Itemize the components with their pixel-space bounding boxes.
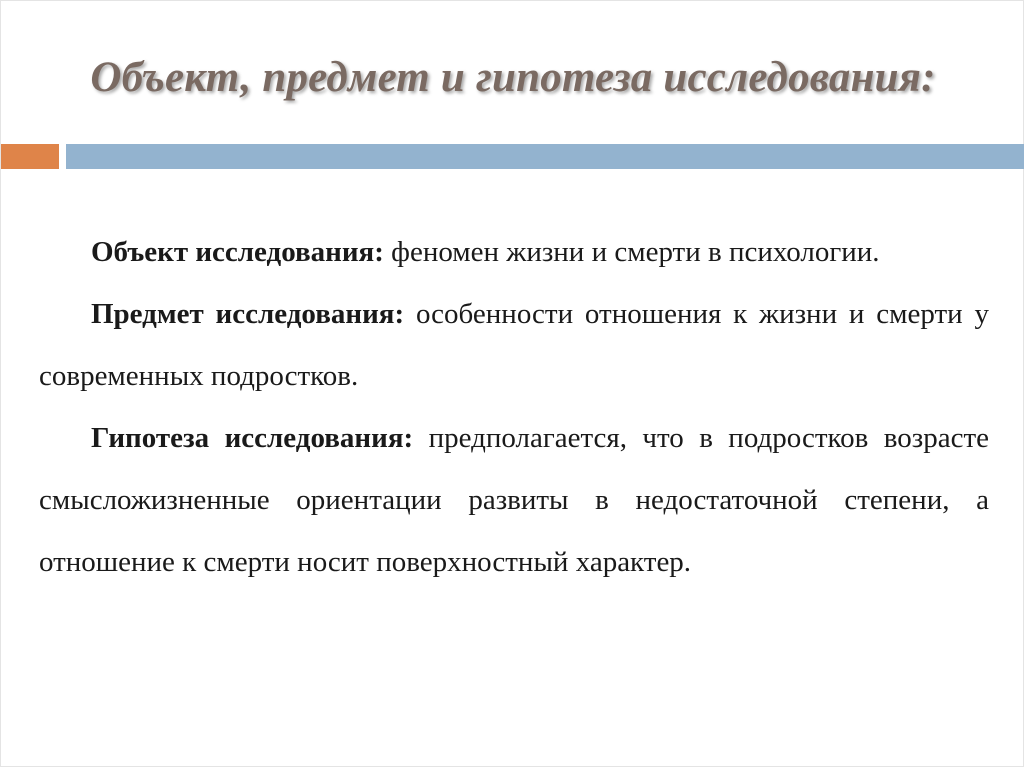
hypothesis-text: предполагается, что в подростков возрасте смысложизненные ориентации развиты в недостаточной степени, а отношение к смерти носит поверхностный характер.	[39, 422, 989, 578]
hypothesis-paragraph	[39, 407, 989, 593]
slide-body	[39, 221, 989, 593]
slide-title: Объект, предмет и гипотеза исследования:	[90, 54, 936, 101]
subject-text: особенности отношения к жизни и смерти у современных подростков.	[39, 298, 989, 392]
subject-paragraph	[39, 283, 989, 407]
object-text: феномен жизни и смерти в психологии.	[383, 236, 880, 268]
object-term: Объект исследования:	[91, 236, 384, 268]
accent-bar-blue	[66, 144, 1024, 169]
object-paragraph	[39, 221, 989, 283]
accent-bar-orange	[1, 144, 59, 169]
hypothesis-term: Гипотеза исследования:	[91, 422, 414, 454]
subject-term: Предмет исследования:	[91, 298, 405, 330]
